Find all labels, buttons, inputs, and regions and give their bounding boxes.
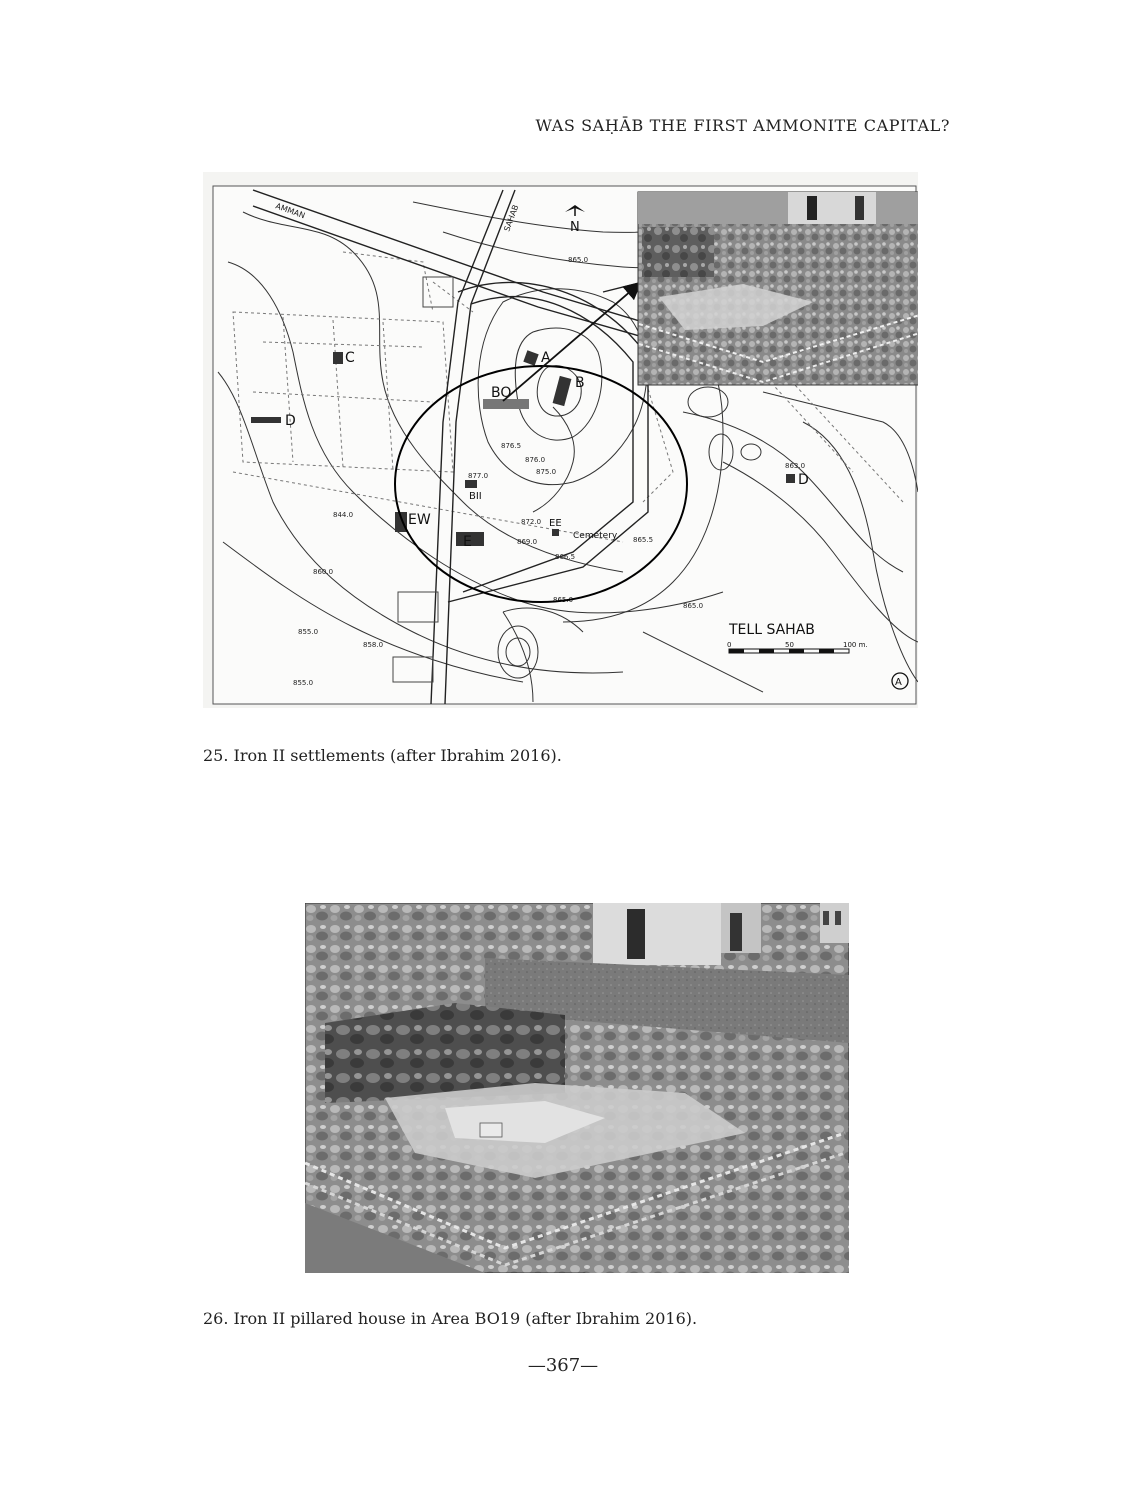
map-title: TELL SAHAB [729, 622, 815, 638]
area-label-bo: BO [491, 385, 512, 401]
scale-label-end: 100 m. [843, 641, 868, 649]
contour-label: 865.0 [683, 602, 704, 610]
area-label-a: A [541, 350, 551, 366]
logo-letter: A [895, 677, 902, 688]
scale-label-zero: 0 [727, 641, 732, 649]
contour-label: 863.0 [785, 462, 806, 470]
north-label: N [570, 220, 580, 235]
contour-label: 869.0 [517, 538, 538, 546]
contour-label: 876.0 [525, 456, 546, 464]
contour-label: 865.5 [633, 536, 654, 544]
road-label-sahab: SAHAB [502, 203, 521, 233]
contour-label: 865.0 [553, 596, 574, 604]
contour-label: 875.0 [536, 468, 557, 476]
page-number: —367— [527, 1355, 599, 1376]
contour-label: 855.0 [293, 679, 314, 687]
figure-26-photo [305, 903, 849, 1273]
figure-26-caption: 26. Iron II pillared house in Area BO19 (after Ibrahim 2016). [203, 1309, 698, 1328]
scale-label-mid: 50 [785, 641, 794, 649]
contour-label: 872.0 [521, 518, 542, 526]
contour-label: 860.0 [313, 568, 334, 576]
figure-25-caption: 25. Iron II settlements (after Ibrahim 2016). [203, 746, 562, 765]
contour-label: 855.0 [298, 628, 319, 636]
area-label-ew: EW [408, 512, 431, 528]
area-label-ee: EE [549, 518, 562, 529]
contour-label: 876.5 [501, 442, 522, 450]
area-label-d: D [798, 472, 809, 488]
contour-label: 858.0 [363, 641, 384, 649]
contour-label: 865.0 [568, 256, 589, 264]
contour-label: 844.0 [333, 511, 354, 519]
contour-label: 877.0 [468, 472, 489, 480]
area-label-b: B [575, 375, 585, 391]
area-label-e: E [463, 534, 472, 550]
area-label-c: C [345, 350, 355, 366]
area-label-f: D [285, 413, 296, 429]
area-label-bii: BII [469, 491, 482, 502]
excavation-photo [305, 903, 849, 1273]
figure-25-map [203, 172, 918, 708]
cemetery-label: Cemetery [573, 531, 618, 541]
road-label-amman: AMMAN [274, 201, 307, 221]
site-map [203, 172, 918, 708]
running-head: WAS SAḤĀB THE FIRST AMMONITE CAPITAL? [535, 116, 950, 135]
contour-label: 866.5 [555, 553, 576, 561]
inset-photo [638, 192, 918, 385]
